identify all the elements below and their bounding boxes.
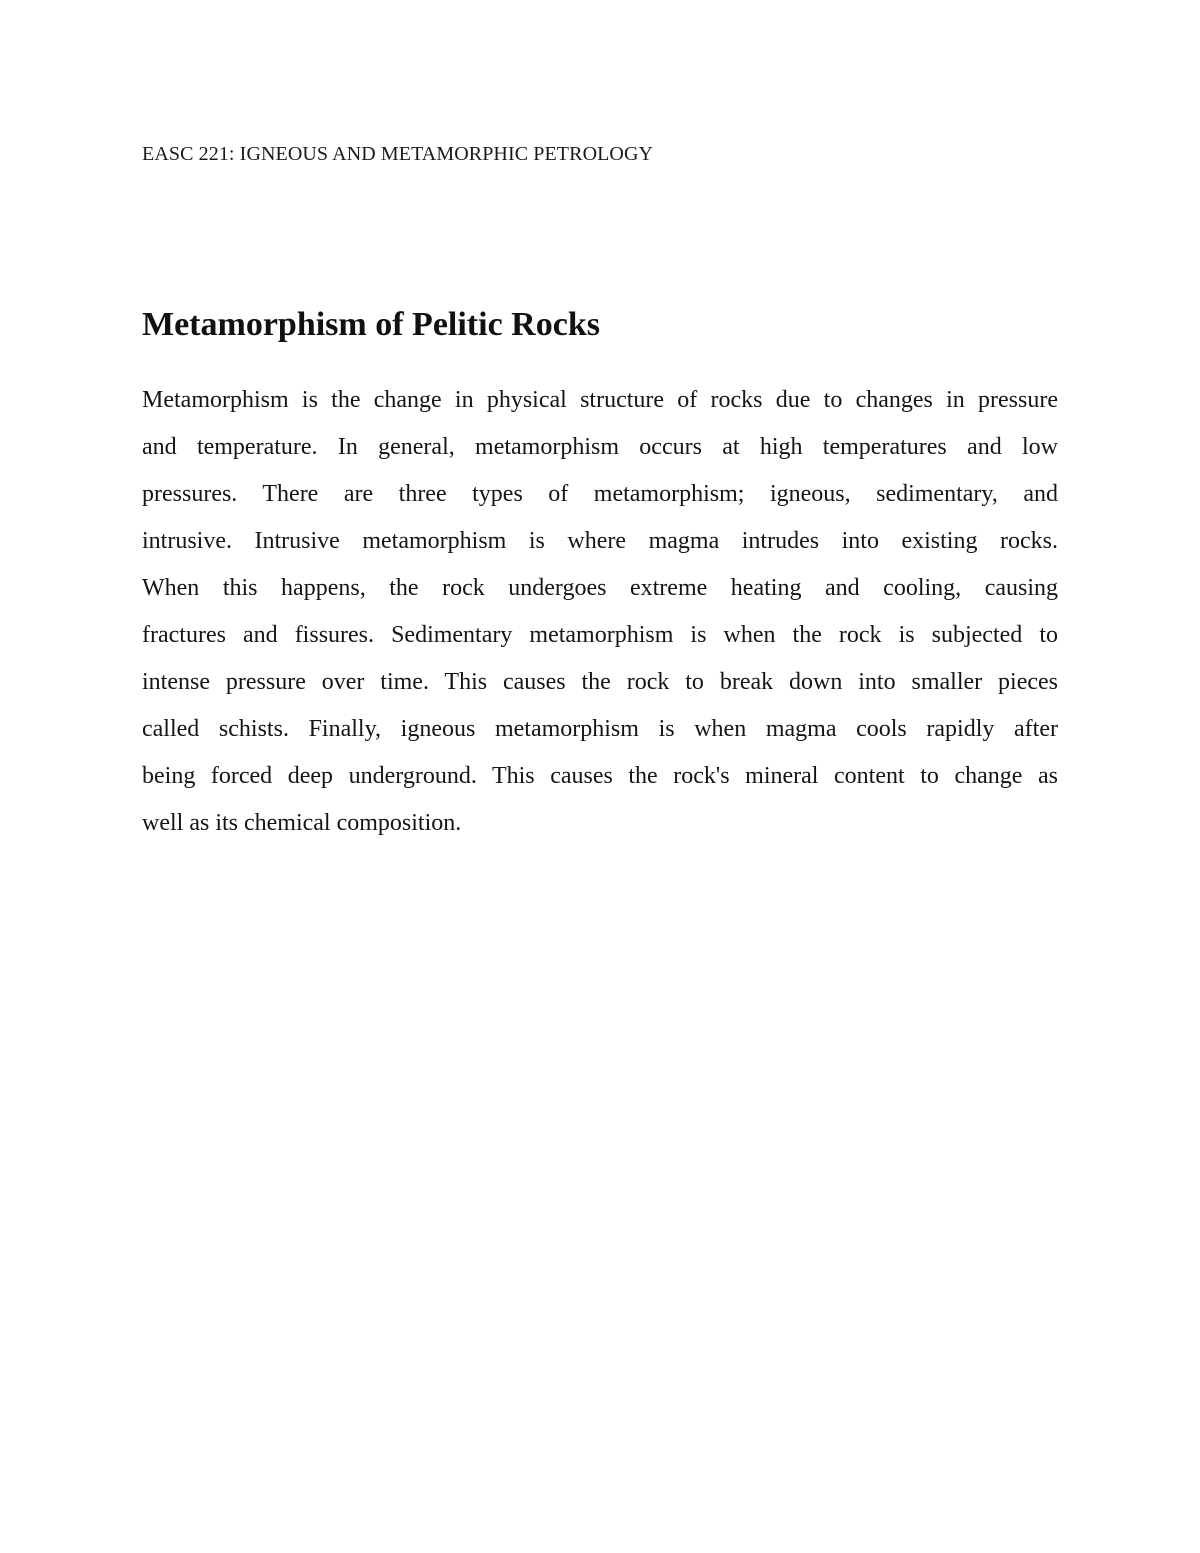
course-header: EASC 221: IGNEOUS AND METAMORPHIC PETROLOGY (142, 143, 654, 165)
document-title: Metamorphism of Pelitic Rocks (142, 306, 600, 343)
paragraph-line: being forced deep underground. This causes the rock's mineral content to change as (142, 763, 1058, 789)
paragraph-line: called schists. Finally, igneous metamorphism is when magma cools rapidly after (142, 716, 1058, 742)
paragraph-line: pressures. There are three types of metamorphism; igneous, sedimentary, and (142, 481, 1058, 507)
paragraph-line: intense pressure over time. This causes the rock to break down into smaller pieces (142, 669, 1058, 695)
paragraph-line: well as its chemical composition. (142, 810, 462, 836)
paragraph-line: intrusive. Intrusive metamorphism is where magma intrudes into existing rocks. (142, 528, 1058, 554)
paragraph-line: and temperature. In general, metamorphism occurs at high temperatures and low (142, 434, 1058, 460)
paragraph-line: fractures and fissures. Sedimentary metamorphism is when the rock is subjected to (142, 622, 1058, 648)
paragraph-line: When this happens, the rock undergoes extreme heating and cooling, causing (142, 575, 1058, 601)
body-paragraph (142, 377, 1058, 847)
paragraph-line: Metamorphism is the change in physical structure of rocks due to changes in pressure (142, 387, 1058, 413)
